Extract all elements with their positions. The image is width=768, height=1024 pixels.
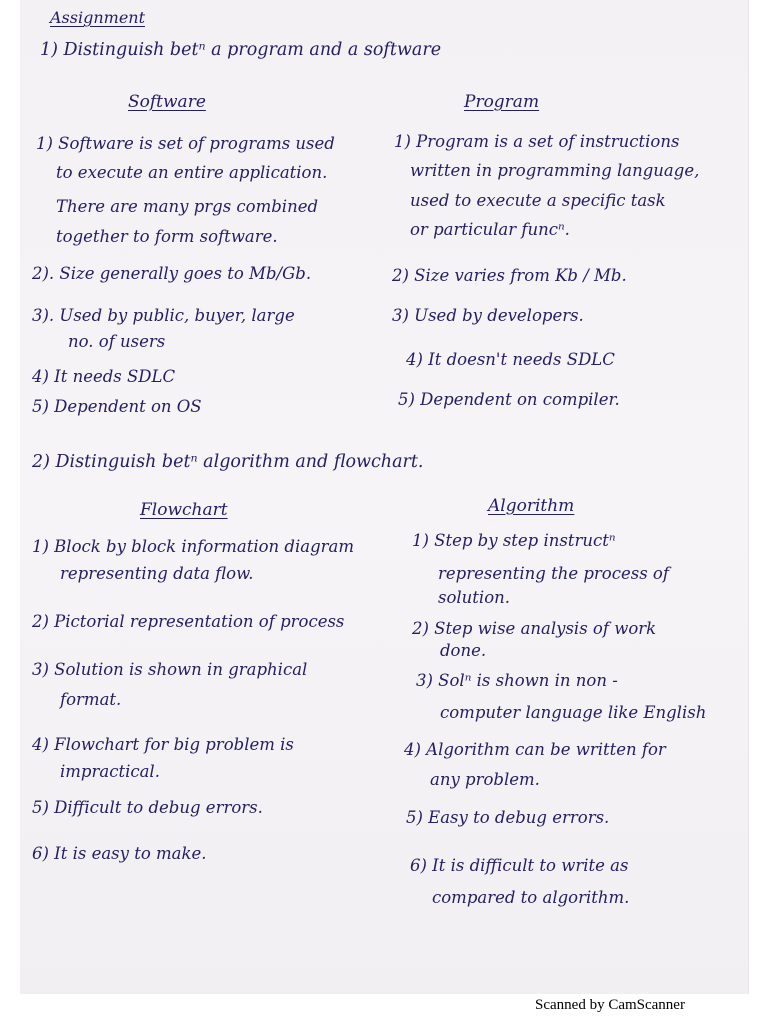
- program-title: Program: [464, 92, 540, 112]
- software-line: 5) Dependent on OS: [32, 397, 202, 416]
- algorithm-line: representing the process of: [438, 564, 669, 583]
- scanner-watermark: Scanned by CamScanner: [535, 997, 685, 1013]
- software-line: 1) Software is set of programs used: [36, 134, 335, 153]
- software-line: 3). Used by public, buyer, large: [32, 306, 295, 325]
- flowchart-line: 6) It is easy to make.: [32, 844, 207, 863]
- software-line: There are many prgs combined: [56, 197, 319, 216]
- program-line: 2) Size varies from Kb / Mb.: [392, 266, 627, 285]
- algorithm-line: computer language like English: [440, 703, 707, 722]
- software-line: together to form software.: [56, 227, 278, 246]
- flowchart-line: format.: [60, 690, 122, 709]
- algorithm-line: done.: [440, 641, 487, 660]
- algorithm-line: 2) Step wise analysis of work: [412, 619, 657, 638]
- algorithm-line: 3) Solⁿ is shown in non -: [416, 671, 618, 690]
- flowchart-title: Flowchart: [140, 500, 228, 520]
- algorithm-line: 6) It is difficult to write as: [410, 856, 629, 875]
- software-line: 2). Size generally goes to Mb/Gb.: [32, 264, 312, 283]
- software-line: 4) It needs SDLC: [32, 367, 176, 386]
- program-line: 4) It doesn't needs SDLC: [406, 350, 615, 369]
- algorithm-title: Algorithm: [488, 496, 575, 516]
- software-line: no. of users: [68, 332, 166, 351]
- algorithm-line: compared to algorithm.: [432, 888, 630, 907]
- flowchart-line: impractical.: [60, 762, 160, 781]
- algorithm-line: any problem.: [430, 770, 540, 789]
- flowchart-line: 2) Pictorial representation of process: [32, 612, 345, 631]
- assignment-heading: Assignment: [50, 8, 146, 27]
- question-2: 2) Distinguish betⁿ algorithm and flowchart.: [32, 452, 424, 472]
- algorithm-line: 1) Step by step instructⁿ: [412, 531, 616, 550]
- notebook-page: [20, 0, 748, 994]
- question-1: 1) Distinguish betⁿ a program and a software: [40, 40, 442, 60]
- flowchart-line: 3) Solution is shown in graphical: [32, 660, 308, 679]
- program-line: 5) Dependent on compiler.: [398, 390, 620, 409]
- program-line: written in programming language,: [410, 161, 700, 180]
- flowchart-line: 1) Block by block information diagram: [32, 537, 355, 556]
- flowchart-line: 5) Difficult to debug errors.: [32, 798, 263, 817]
- program-line: used to execute a specific task: [410, 191, 666, 210]
- flowchart-line: 4) Flowchart for big problem is: [32, 735, 294, 754]
- software-line: to execute an entire application.: [56, 163, 328, 182]
- algorithm-line: solution.: [438, 588, 511, 607]
- software-title: Software: [128, 92, 206, 112]
- flowchart-line: representing data flow.: [60, 564, 254, 583]
- program-line: 3) Used by developers.: [392, 306, 584, 325]
- program-line: or particular funcⁿ.: [410, 220, 570, 239]
- algorithm-line: 5) Easy to debug errors.: [406, 808, 610, 827]
- program-line: 1) Program is a set of instructions: [394, 132, 680, 151]
- algorithm-line: 4) Algorithm can be written for: [404, 740, 666, 759]
